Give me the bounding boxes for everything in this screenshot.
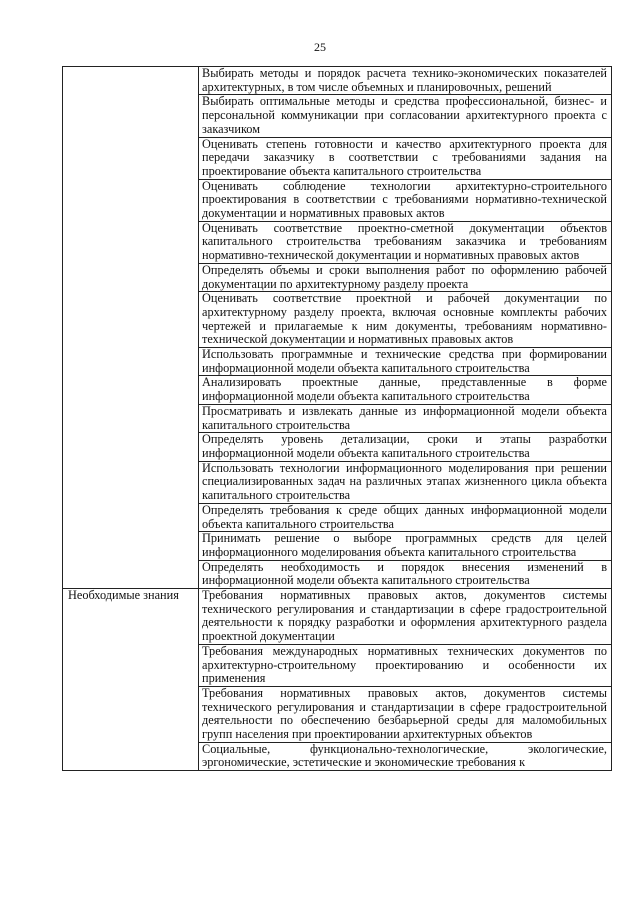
knowledge-item: Требования международных нормативных технических документов по архитектурно-строительному проектированию и особенности их применения: [199, 644, 612, 686]
skill-item: Оценивать степень готовности и качество архитектурного проекта для передачи заказчику в соответствии с требованиями задания на проектирование объекта капитального строительства: [199, 137, 612, 179]
knowledge-item: Требования нормативных правовых актов, документов системы технического регулирования и стандартизации в сфере градостроительной деятельности по обеспечению безбарьерной среды для маломобильных групп населения при проектировании архитектурных объектов: [199, 686, 612, 742]
skill-item: Принимать решение о выборе программных средств для целей информационного моделирования объекта капитального строительства: [199, 532, 612, 560]
skill-item: Определять объемы и сроки выполнения работ по оформлению рабочей документации по архитектурному разделу проекта: [199, 263, 612, 291]
skill-item: Определять необходимость и порядок внесения изменений в информационной модели объекта капитального строительства: [199, 560, 612, 588]
skill-item: Оценивать соответствие проектной и рабочей документации по архитектурному разделу проекта, включая основные комплекты рабочих чертежей и прилагаемые к ним документы, требованиям нормативно-технической документации и нормативных правовых актов: [199, 292, 612, 348]
knowledge-item: Требования нормативных правовых актов, документов системы технического регулирования и стандартизации в сфере градостроительной деятельности к порядку разработки и оформления архитектурного раздела проектной документации: [199, 589, 612, 645]
skill-item: Определять уровень детализации, сроки и этапы разработки информационной модели объекта капитального строительства: [199, 433, 612, 461]
skill-item: Анализировать проектные данные, представленные в форме информационной модели объекта капитального строительства: [199, 376, 612, 404]
knowledge-item: Социальные, функционально-технологические, экологические, эргономические, эстетические и экономические требования к: [199, 742, 612, 770]
competency-table: [62, 66, 612, 771]
knowledge-label: Необходимые знания: [63, 589, 199, 771]
skill-item: Оценивать соблюдение технологии архитектурно-строительного проектирования в соответствии с требованиями нормативно-технической документации и нормативных правовых актов: [199, 179, 612, 221]
skills-label-cell: [63, 67, 199, 589]
table-row: [63, 589, 612, 645]
page-number: 25: [314, 40, 326, 54]
skill-item: Использовать программные и технические средства при формировании информационной модели объекта капитального строительства: [199, 348, 612, 376]
skill-item: Просматривать и извлекать данные из информационной модели объекта капитального строительства: [199, 404, 612, 432]
skill-item: Выбирать методы и порядок расчета технико-экономических показателей архитектурных, в том числе объемных и планировочных, решений: [199, 67, 612, 95]
skill-item: Оценивать соответствие проектно-сметной документации объектов капитального строительства требованиям заказчика и требованиям нормативно-технической документации и нормативных правовых актов: [199, 221, 612, 263]
skill-item: Выбирать оптимальные методы и средства профессиональной, бизнес- и персональной коммуникации при согласовании архитектурного проекта с заказчиком: [199, 95, 612, 137]
skill-item: Определять требования к среде общих данных информационной модели объекта капитального строительства: [199, 503, 612, 531]
skill-item: Использовать технологии информационного моделирования при решении специализированных задач на различных этапах жизненного цикла объекта капитального строительства: [199, 461, 612, 503]
table-row: [63, 67, 612, 95]
